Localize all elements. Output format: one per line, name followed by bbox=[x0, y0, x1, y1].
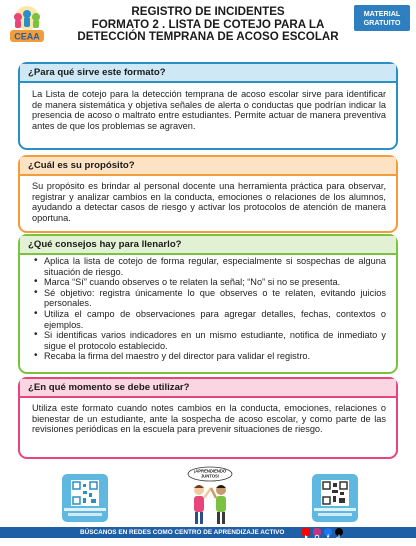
page-title bbox=[62, 6, 354, 44]
ceaa-logo bbox=[6, 4, 48, 44]
list-item: • Recaba la firma del maestro y del director para validar el registro. bbox=[32, 351, 386, 362]
svg-text:f: f bbox=[326, 535, 330, 542]
list-item: • Si identificas varios indicadores en un mismo estudiante, notifica de inmediato y sigue el protocolo establecido. bbox=[32, 330, 386, 351]
qr-caption-line bbox=[64, 508, 106, 511]
title-line-3: DETECCIÓN TEMPRANA DE ACOSO ESCOLAR bbox=[77, 30, 339, 44]
footer-text: BÚSCANOS EN REDES COMO CENTRO DE APRENDIZAJE ACTIVO bbox=[80, 529, 285, 536]
kids-illustration bbox=[175, 466, 245, 528]
facebook-icon[interactable] bbox=[324, 528, 332, 542]
youtube-icon[interactable] bbox=[302, 528, 310, 536]
title-line-1: REGISTRO DE INCIDENTES bbox=[131, 5, 285, 18]
list-item: • Marca “Sí” cuando observes o te relaten la señal; “No” si no se presenta. bbox=[32, 277, 386, 288]
title-line-2: FORMATO 2 . LISTA DE COTEJO PARA LA bbox=[91, 17, 325, 31]
section-heading: ¿Para qué sirve este formato? bbox=[20, 64, 396, 83]
qr-code-icon bbox=[71, 480, 99, 506]
section-body: Su propósito es brindar al personal docente una herramienta práctica para observar, registrar y analizar cambios en la conducta, emociones o relaciones de los alumnos, ayudando a detectar casos de riesgo y activar los protocolos de atención de manera oportuna. bbox=[32, 181, 386, 224]
badge-line-1: MATERIAL bbox=[363, 9, 401, 18]
qr-caption-line bbox=[68, 513, 102, 516]
section-body: La Lista de cotejo para la detección temprana de acoso escolar sirve para identificar de manera sistemática y objetiva señales de alerta o conductas que podrían indicar la presencia de acoso o maltrato entre estudiantes. Permite actuar de manera preventiva antes de que los problemas se agraven. bbox=[32, 89, 386, 132]
qr-caption-line bbox=[314, 508, 356, 511]
tiktok-icon[interactable] bbox=[335, 528, 343, 536]
qr-caption-line bbox=[318, 513, 352, 516]
list-item: • Sé objetivo: registra únicamente lo que observes o te relaten, evitando juicios personales. bbox=[32, 288, 386, 309]
qr-code-card-right[interactable] bbox=[312, 474, 358, 522]
instagram-icon[interactable] bbox=[313, 528, 321, 536]
section-heading: ¿En qué momento se debe utilizar? bbox=[20, 379, 396, 398]
svg-text:JUNTOS!: JUNTOS! bbox=[200, 473, 220, 479]
footer-bar bbox=[0, 527, 416, 538]
free-material-badge bbox=[354, 5, 410, 31]
section-when-to-use bbox=[18, 377, 398, 459]
section-heading: ¿Cuál es su propósito? bbox=[20, 157, 396, 176]
list-item: • Aplica la lista de cotejo de forma regular, especialmente si sospechas de alguna situación de riesgo. bbox=[32, 256, 386, 277]
badge-line-2: GRATUITO bbox=[363, 18, 401, 27]
section-heading: ¿Qué consejos hay para llenarlo? bbox=[20, 236, 396, 255]
section-tips bbox=[18, 234, 398, 374]
qr-code-card-left[interactable] bbox=[62, 474, 108, 522]
svg-text:¡APRENDIENDO: ¡APRENDIENDO bbox=[193, 468, 227, 474]
qr-code-icon bbox=[321, 480, 349, 506]
list-item: • Utiliza el campo de observaciones para agregar detalles, fechas, contextos o ejemplos. bbox=[32, 309, 386, 330]
section-body: Utiliza este formato cuando notes cambios en la conducta, emociones, relaciones o bienestar de un estudiante, ante la sospecha de acoso escolar, y como parte de las revisiones periódicas en la escuela para prevenir situaciones de riesgo. bbox=[32, 403, 386, 435]
svg-text:CEAA: CEAA bbox=[14, 31, 40, 42]
section-purpose-of-format bbox=[18, 62, 398, 150]
tips-list bbox=[20, 256, 396, 362]
section-objective bbox=[18, 155, 398, 233]
